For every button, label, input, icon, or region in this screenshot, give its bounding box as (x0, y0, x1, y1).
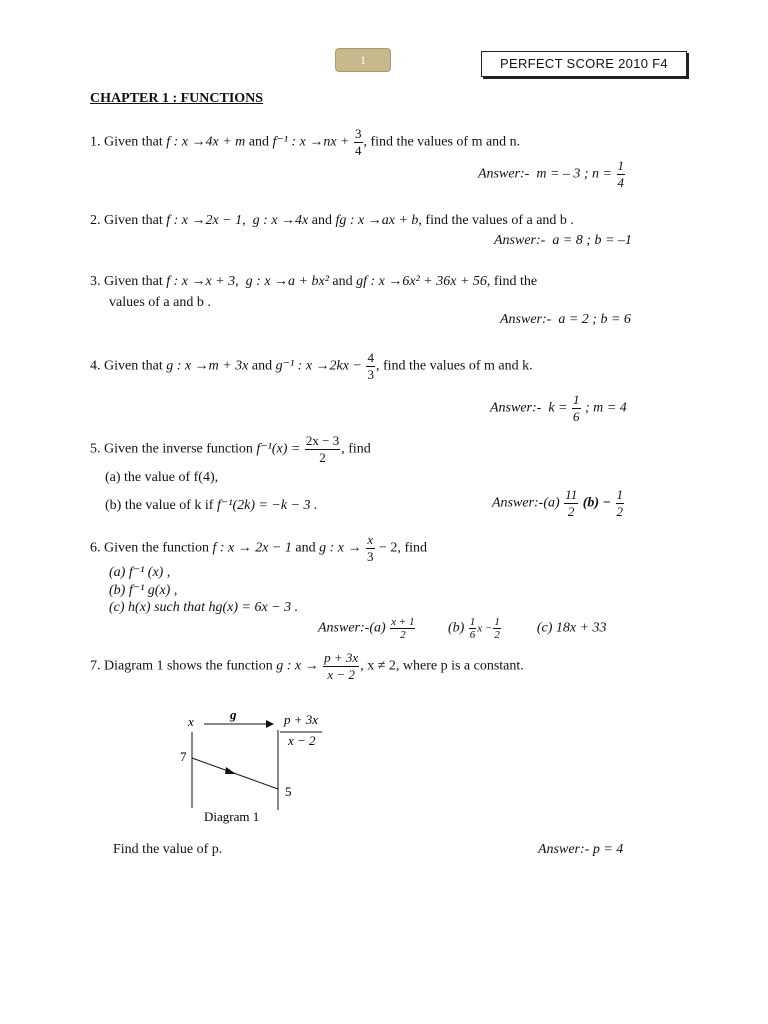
question-6-part-a: (a) f⁻¹ (x) , (109, 565, 171, 580)
diagram-1 (170, 700, 350, 830)
question-7-find: Find the value of p. (113, 842, 223, 857)
fraction: $\frac{11}{2}$ (565, 487, 578, 519)
diagram-caption: Diagram 1 (204, 809, 260, 824)
fraction: $\frac{1}{6}$ (469, 616, 476, 641)
question-4: 4. Given that g : x →m + 3x and g⁻¹ : x →2kx − $\frac{4}{3}$ , find the values of m and k. (90, 350, 533, 382)
question-number: 1. (90, 134, 101, 150)
question-6-part-c: (c) h(x) such that hg(x) = 6x − 3 . (109, 600, 299, 615)
answer-2: Answer:- a = 8 ; b = –1 (494, 233, 632, 248)
answer-6: Answer:-(a) $\frac{x + 1}{2}$ (b) $\frac{1}{6}$ x − $\frac{1}{2}$ (c) 18x + 33 (318, 616, 607, 641)
diagram-x-label: x (188, 714, 194, 729)
arrow-head-icon (266, 720, 274, 728)
question-2: 2. Given that f : x →2x − 1, g : x →4x and fg : x →ax + b, find the values of a and b . (90, 213, 574, 228)
question-7: 7. Diagram 1 shows the function g : x → $\frac{p + 3x}{x - 2}$ , x ≠ 2, where p is a constant. (90, 650, 524, 682)
question-6: 6. Given the function f : x → 2x − 1 and g : x → $\frac{x}{3}$ − 2, find (90, 532, 427, 564)
diagram-numerator: p + 3x (284, 712, 319, 727)
answer-3: Answer:- a = 2 ; b = 6 (500, 312, 631, 327)
chapter-title: CHAPTER 1 : FUNCTIONS (90, 91, 264, 106)
fraction: $\frac{2x - 3}{2}$ (305, 433, 340, 465)
fraction: $\frac{x}{3}$ (367, 532, 374, 564)
answer-5: Answer:-(a) $\frac{11}{2}$ (b) − $\frac{1}{2}$ (492, 487, 624, 519)
fraction: $\frac{x + 1}{2}$ (391, 616, 415, 641)
page-number-badge: 1 (335, 48, 391, 72)
question-5: 5. Given the inverse function f⁻¹(x) = $\frac{2x - 3}{2}$ , find (90, 433, 371, 465)
fraction: $\frac{1}{6}$ (573, 392, 580, 424)
question-6-part-b: (b) f⁻¹ g(x) , (109, 583, 178, 598)
question-3: 3. Given that f : x →x + 3, g : x →a + bx² and gf : x →6x² + 36x + 56, find the (90, 274, 538, 289)
answer-7: Answer:- p = 4 (538, 842, 624, 857)
question-5-part-a: (a) the value of f(4), (105, 470, 219, 485)
diagram-denominator: x − 2 (288, 733, 316, 748)
fraction: $\frac{4}{3}$ (367, 350, 374, 382)
fraction: $\frac{3}{4}$ (355, 126, 362, 158)
answer-1: Answer:- m = – 3 ; n = $\frac{1}{4}$ (478, 158, 624, 190)
header-title: PERFECT SCORE 2010 F4 (481, 51, 687, 77)
diagram-arrow-label: g (230, 707, 237, 722)
fraction: $\frac{1}{2}$ (616, 487, 624, 519)
question-1: 1. Given that f : x →4x + m and f⁻¹ : x →nx + $\frac{3}{4}$ , find the values of m and n. (90, 126, 521, 158)
arrow-head-icon (225, 767, 236, 774)
question-3-line-2: values of a and b . (109, 295, 211, 310)
diagram-right-value: 5 (285, 784, 292, 799)
fraction: $\frac{1}{4}$ (617, 158, 624, 190)
answer-4: Answer:- k = $\frac{1}{6}$ ; m = 4 (490, 392, 627, 424)
fraction: $\frac{p + 3x}{x - 2}$ (324, 650, 359, 682)
fraction: $\frac{1}{2}$ (494, 616, 500, 641)
diagram-left-value: 7 (180, 749, 187, 764)
question-5-part-b: (b) the value of k if f⁻¹(2k) = −k − 3 . (105, 498, 318, 513)
